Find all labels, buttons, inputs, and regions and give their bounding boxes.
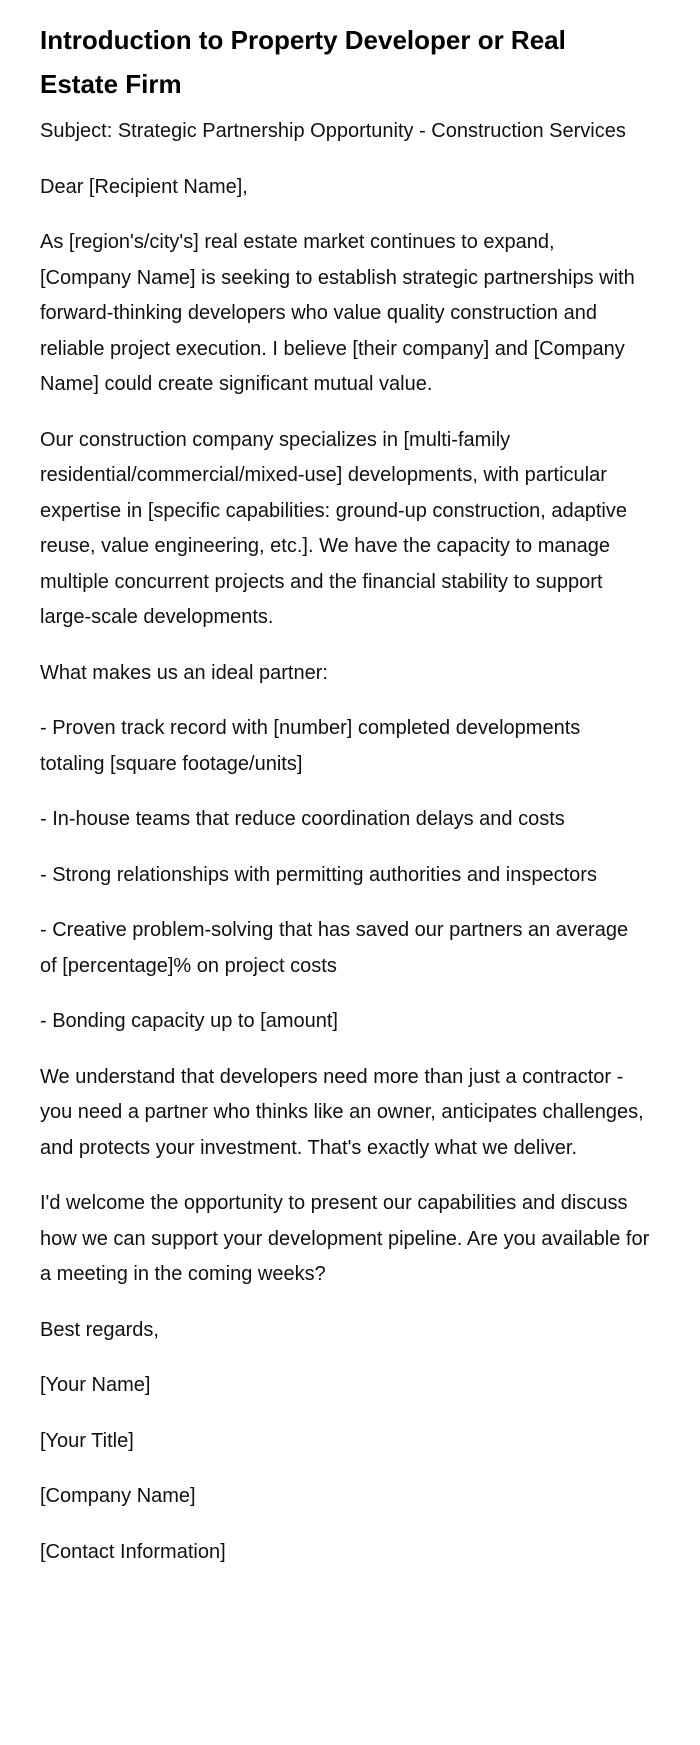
bullet-bonding-capacity: - Bonding capacity up to [amount]: [40, 1010, 338, 1032]
signature-name: [Your Name]: [40, 1374, 151, 1396]
body-paragraph-meeting-request: I'd welcome the opportunity to present our capabilities and discuss how we can support your development pipeline. Are you available for a meeting in the coming weeks?: [40, 1192, 650, 1285]
list-intro: What makes us an ideal partner:: [40, 661, 328, 684]
bullet-in-house-teams: - In-house teams that reduce coordination delays and costs: [40, 808, 565, 830]
body-paragraph-capabilities: Our construction company specializes in [multi-family residential/commercial/mixed-use] developments, with particular expertise in [specific capabilities: ground-up construction, adaptive reuse, value engineering, etc.]. We have the capacity to manage multiple concurrent projects and the financial stability to support large-scale developments.: [40, 428, 627, 628]
bullet-permitting-relationships: - Strong relationships with permitting authorities and inspectors: [40, 863, 597, 886]
signature-company: [Company Name]: [40, 1485, 196, 1507]
greeting: Dear [Recipient Name],: [40, 175, 248, 198]
closing: Best regards,: [40, 1318, 159, 1341]
subject-line: Subject: Strategic Partnership Opportunity - Construction Services: [40, 120, 626, 142]
signature-title: [Your Title]: [40, 1429, 134, 1452]
document-title: Introduction to Property Developer or Real Estate Firm: [40, 25, 566, 99]
bullet-problem-solving: - Creative problem-solving that has saved our partners an average of [percentage]% on project costs: [40, 919, 629, 977]
signature-contact: [Contact Information]: [40, 1540, 226, 1563]
body-paragraph-intro: As [region's/city's] real estate market continues to expand, [Company Name] is seeking to establish strategic partnerships with forward-thinking developers who value quality construction and reliable project execution. I believe [their company] and [Company Name] could create significant mutual value.: [40, 231, 635, 395]
bullet-track-record: - Proven track record with [number] completed developments totaling [square footage/units]: [40, 717, 581, 775]
body-paragraph-partnership: We understand that developers need more than just a contractor - you need a partner who thinks like an owner, anticipates challenges, and protects your investment. That's exactly what we deliver.: [40, 1065, 644, 1159]
letter-document: [40, 18, 650, 1590]
